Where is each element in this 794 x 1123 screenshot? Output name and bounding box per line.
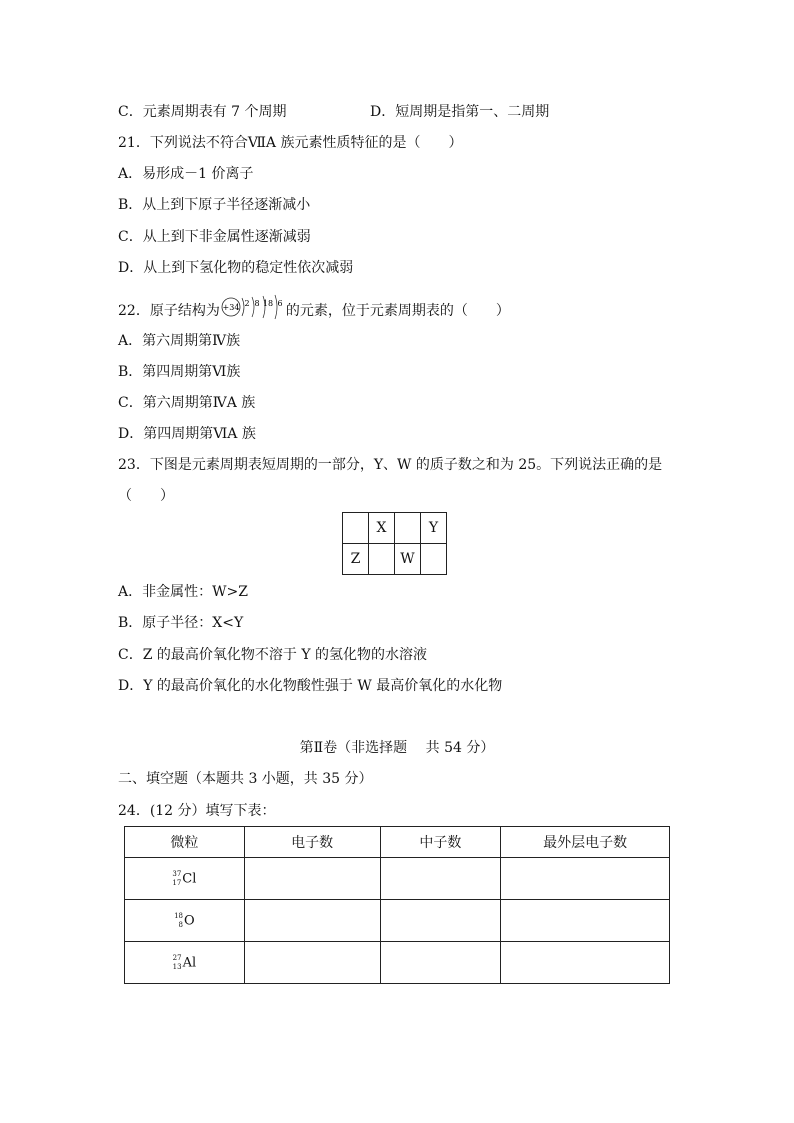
q20-option-d: D．短周期是指第一、二周期 (370, 104, 550, 120)
atom-shell-1: 2 (244, 299, 250, 308)
column-header: 最外层电子数 (501, 827, 670, 858)
grid-row (343, 513, 447, 544)
answer-cell[interactable] (380, 900, 501, 942)
grid-cell: Z (343, 544, 369, 575)
q22-stem-before: 22．原子结构为 (118, 303, 220, 319)
q21-option-c: C．从上到下非金属性逐渐减弱 (118, 229, 311, 245)
table-row (125, 858, 670, 900)
element-symbol: Al (182, 955, 197, 970)
answer-cell[interactable] (244, 858, 380, 900)
mass-number: 18 (174, 911, 184, 920)
answer-cell[interactable] (501, 858, 670, 900)
particle-cell (125, 900, 245, 942)
column-header: 微粒 (125, 827, 245, 858)
q23-option-c: C．Z 的最高价氧化物不溶于 Y 的氢化物的水溶液 (118, 647, 428, 663)
column-header: 中子数 (380, 827, 501, 858)
mass-number: 37 (172, 869, 182, 878)
particle-cell (125, 942, 245, 984)
atom-shell-3: 18 (262, 299, 273, 308)
grid-cell: W (395, 544, 421, 575)
atom-nucleus: +34 (222, 303, 240, 312)
q23-option-d: D．Y 的最高价氧化的水化物酸性强于 W 最高价氧化的水化物 (118, 678, 503, 694)
answer-cell[interactable] (244, 942, 380, 984)
answer-cell[interactable] (244, 900, 380, 942)
answer-cell[interactable] (380, 942, 501, 984)
element-symbol: Cl (182, 871, 197, 886)
nuclide-symbol (174, 912, 195, 930)
answer-cell[interactable] (501, 900, 670, 942)
q20-option-c: C．元素周期表有 7 个周期 (118, 104, 287, 120)
table-row (125, 900, 670, 942)
grid-cell (421, 544, 447, 575)
element-symbol: O (184, 913, 195, 928)
q22-stem-after: 的元素，位于元素周期表的（ ） (285, 303, 510, 319)
q22-option-d: D．第四周期第ⅥA 族 (118, 426, 256, 442)
q21-stem: 21．下列说法不符合ⅦA 族元素性质特征的是（ ） (118, 135, 463, 151)
grid-cell: X (369, 513, 395, 544)
q22-option-b: B．第四周期第Ⅵ族 (118, 364, 241, 380)
q23-stem: 23．下图是元素周期表短周期的一部分，Y、W 的质子数之和为 25。下列说法正确的是 (118, 457, 663, 473)
answer-cell[interactable] (501, 942, 670, 984)
periodic-table-fragment (342, 512, 447, 575)
nuclide-symbol (172, 870, 196, 888)
q23-option-b: B．原子半径：X<Y (118, 615, 244, 631)
grid-cell: Y (421, 513, 447, 544)
nuclide-symbol (173, 954, 196, 972)
atom-shell-2: 8 (254, 299, 260, 308)
q22-option-a: A．第六周期第Ⅳ族 (118, 333, 241, 349)
q24-stem: 24．(12 分）填写下表： (118, 803, 276, 819)
particle-cell (125, 858, 245, 900)
grid-row (343, 544, 447, 575)
atom-structure-diagram (221, 294, 285, 328)
q23-option-a: A．非金属性：W>Z (118, 584, 248, 600)
column-header: 电子数 (244, 827, 380, 858)
q24-table (124, 826, 670, 984)
q21-option-b: B．从上到下原子半径逐渐减小 (118, 197, 311, 213)
answer-cell[interactable] (380, 858, 501, 900)
grid-cell (395, 513, 421, 544)
q23-stem-paren: （ ） (118, 488, 174, 504)
grid-cell (343, 513, 369, 544)
atomic-number: 13 (172, 962, 182, 971)
atom-shell-4: 6 (277, 299, 283, 308)
atomic-number: 8 (178, 920, 184, 929)
q22-option-c: C．第六周期第ⅣA 族 (118, 395, 256, 411)
q21-option-d: D．从上到下氢化物的稳定性依次减弱 (118, 260, 354, 276)
table-header-row (125, 827, 670, 858)
atomic-number: 17 (172, 878, 182, 887)
mass-number: 27 (172, 953, 182, 962)
q21-option-a: A．易形成－1 价离子 (118, 166, 254, 182)
grid-cell (369, 544, 395, 575)
table-row (125, 942, 670, 984)
part-heading: 二、填空题（本题共 3 小题，共 35 分） (118, 771, 373, 787)
section-title: 第Ⅱ卷（非选择题 共 54 分） (299, 740, 495, 756)
q22-stem (118, 294, 510, 328)
